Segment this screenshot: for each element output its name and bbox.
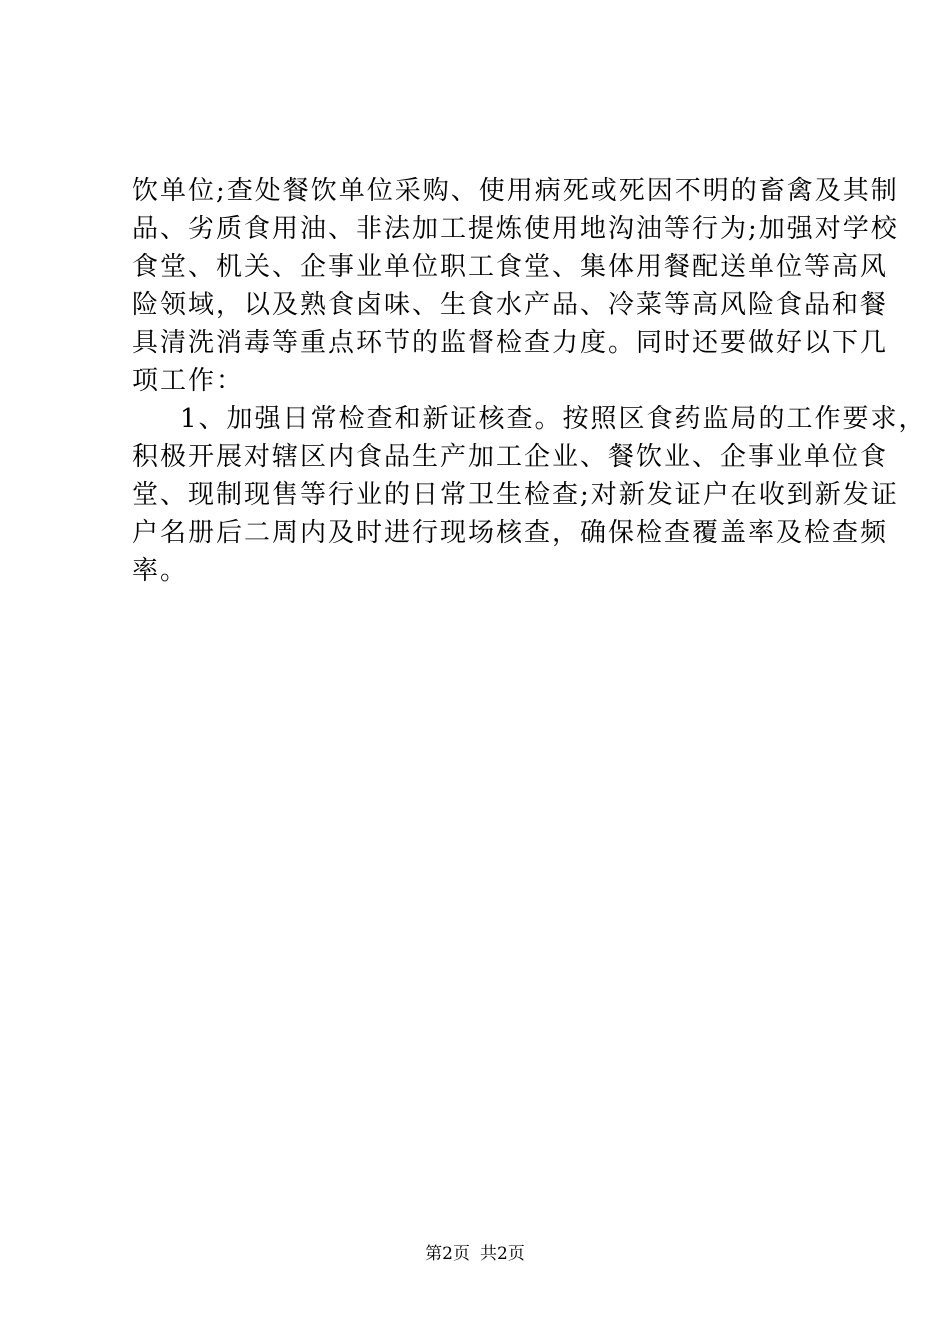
text-line-11: 率。: [132, 556, 189, 586]
body-paragraph: [132, 172, 927, 590]
text-line-2: 品、劣质食用油、非法加工提炼使用地沟油等行为;加强对学校: [132, 214, 899, 244]
page-footer: [0, 1242, 950, 1266]
page-number-current: 第2页: [425, 1244, 470, 1264]
page-number-total: 共2页: [480, 1244, 525, 1264]
text-line-9: 堂、现制现售等行业的日常卫生检查;对新发证户在收到新发证: [132, 480, 899, 510]
text-line-4: 险领域，以及熟食卤味、生食水产品、冷菜等高风险食品和餐: [132, 290, 889, 320]
text-line-8: 积极开展对辖区内食品生产加工企业、餐饮业、企事业单位食: [132, 442, 889, 472]
text-line-1: 饮单位;查处餐饮单位采购、使用病死或死因不明的畜禽及其制: [132, 176, 899, 206]
text-line-10: 户名册后二周内及时进行现场核查，确保检查覆盖率及检查频: [132, 518, 889, 548]
text-line-5: 具清洗消毒等重点环节的监督检查力度。同时还要做好以下几: [132, 328, 889, 358]
text-line-3: 食堂、机关、企事业单位职工食堂、集体用餐配送单位等高风: [132, 252, 889, 282]
text-line-6: 项工作：: [132, 366, 245, 396]
text-line-7: 1、加强日常检查和新证核查。按照区食药监局的工作要求，: [180, 404, 927, 434]
